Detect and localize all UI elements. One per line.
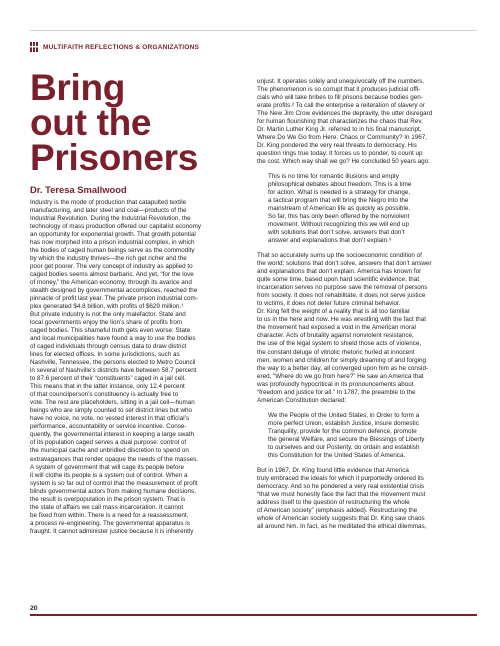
organization-logo-icon — [30, 42, 38, 52]
text-line: to us in the here and now. He was wrestling with the fact that — [257, 316, 427, 324]
text-line: unjust. It operates solely and unequivocally off the numbers. — [257, 78, 425, 85]
text-line: Nashville, Tennessee, the persons elected to Metro Council — [30, 359, 196, 367]
block-quote-king — [257, 173, 479, 245]
text-line: plex generated $4.8 billion, with profits of $629 million.¹ — [30, 303, 184, 311]
text-line: movement. Without recognizing this we will end up — [268, 221, 410, 229]
text-line: the result is overpopulation in the prison system. That is — [30, 495, 186, 503]
page-number: 20 — [30, 605, 38, 612]
top-rule — [30, 30, 477, 31]
title-line: Bring — [30, 67, 126, 108]
text-line: quently, the governmental interest in keeping a large swath — [30, 431, 195, 439]
paragraph-block — [257, 252, 479, 404]
text-line: address itself to the question of restructuring the whole — [257, 498, 410, 506]
text-line: whole of American society suggests that Dr. King saw chaos — [257, 514, 425, 522]
text-line: Industrial Revolution. During the Industrial Revolution, the — [30, 215, 191, 223]
text-line: the way to a better day, all converged upon him as he consid- — [257, 364, 429, 372]
text-line: poor get poorer. The very concept of industry as applied to — [30, 263, 193, 271]
text-line: this Constitution for the United States of America. — [268, 451, 406, 459]
text-line: truly embraced the ideals for which it purportedly ordered its — [257, 474, 424, 482]
text-line: have no voice, no vote, no vested interest in that official’s — [30, 415, 190, 423]
text-line: “freedom and justice for all.” In 1787, the preamble to the — [257, 388, 416, 396]
text-line: the movement had exposed a void in the American moral — [257, 324, 416, 332]
text-line: caged bodies. This shameful truth gets even worse: State — [30, 327, 191, 335]
text-line: caged bodies seems almost barbaric. And yet, “for the love — [30, 271, 194, 279]
text-line: pinnacle of profit last year. The private prison industrial com- — [30, 295, 198, 303]
text-line: and explanations that don’t explain. America has known for — [257, 268, 422, 276]
text-line: to victims, it does not deter future criminal behavior. — [257, 300, 401, 308]
body-column-left — [30, 199, 245, 536]
text-line: from society. It does not rehabilitate, it does not serve justice — [257, 292, 426, 300]
text-line: a tactical program that will bring the Negro into the — [268, 197, 409, 205]
text-line: democracy. And so he pondered a very real existential crisis — [257, 482, 425, 490]
title-line: Prisoners — [30, 137, 198, 178]
text-line: the municipal cache and unbridled discretion to spend on — [30, 447, 189, 455]
text-line: and local municipalities have found a way to use the bodies — [30, 335, 196, 343]
text-line: question rings true today. It forces us to ponder, to count up — [257, 150, 423, 158]
text-line: extravagances that render opaque the needs of the masses. — [30, 455, 199, 463]
text-line: character. Acts of brutality against nonviolent resistance, — [257, 332, 414, 340]
text-line: fraught. It cannot administer justice because it is inherently — [30, 527, 194, 535]
text-line: in several of Nashville’s districts have between 58.7 percent — [30, 367, 197, 375]
text-line: That so accurately sums up the socioeconomic condition of — [257, 252, 422, 260]
text-line: with solutions that don’t solve, answers that don’t — [268, 229, 405, 237]
text-line: Where Do We Go from Here: Chaos or Community? In 1967, — [257, 134, 427, 142]
text-line: But in 1967, Dr. King found little evidence that America — [257, 466, 409, 474]
text-line: it will clothe its people is a system out of control. When a — [30, 471, 188, 479]
text-line: A system of government that will cage its people before — [30, 463, 185, 471]
text-line: Industry is the mode of production that catapulted textile — [30, 199, 187, 206]
text-line: We the People of the United States, in Order to form a — [268, 411, 420, 419]
text-line: quite some time, based upon hard scientific evidence, that — [257, 276, 420, 284]
text-line: Dr. King felt the weight of a reality that is all too familiar — [257, 308, 410, 316]
text-line: technology of mass production offered our capitalist economy — [30, 223, 202, 231]
text-line: a process re-engineering. The governmental apparatus is — [30, 519, 190, 527]
text-line: This means that in the latter instance, only 12.4 percent — [30, 383, 185, 391]
text-line: the use of the legal system to shield those acts of violence, — [257, 340, 422, 348]
text-line: American Constitution declared: — [257, 396, 347, 404]
text-line: the cost. Which way shall we go? He concluded 50 years ago: — [257, 158, 430, 166]
paragraph-block — [257, 467, 479, 531]
text-line: to 87.6 percent of their “constituents” caged in a jail cell. — [30, 375, 186, 383]
author-byline: Dr. Teresa Smallwood — [30, 184, 127, 195]
text-line: the constant deluge of vitriolic rhetoric hurled at innocent — [257, 348, 415, 356]
paragraph-block — [30, 199, 245, 536]
text-line: of that councilperson’s constituency is actually free to — [30, 391, 179, 399]
text-line: the bodies of caged human beings serve as the commodity — [30, 247, 195, 255]
text-line: vote. The rest are placeholders, sitting in a jail cell—human — [30, 399, 195, 407]
text-line: the state of affairs we call mass incarceration. It cannot — [30, 503, 184, 511]
text-line: more perfect Union, establish Justice, insure domestic — [268, 419, 419, 427]
text-line: philosophical debates about freedom. This is a time — [268, 181, 412, 189]
text-line: was profoundly hypocritical in its pronouncements about — [257, 380, 414, 388]
text-line: So far, this has only been offered by the nonviolent — [268, 213, 410, 221]
text-line: for human flourishing that characterizes the chaos that Rev. — [257, 118, 423, 126]
text-line: men, women and children for simply dreaming of and forging — [257, 356, 427, 364]
text-line: be fixed from within. There is a need for a reassessment, — [30, 511, 189, 519]
text-line: of American society” (emphasis added). Restructuring the — [257, 506, 418, 514]
text-line: of caged individuals through census data to draw district — [30, 343, 187, 351]
text-line: to ourselves and our Posterity, do ordain and establish — [268, 443, 420, 451]
text-line: system is so far out of control that the measurement of profit — [30, 479, 198, 487]
text-line: stealth designed by governmental accomplices, reached the — [30, 287, 198, 295]
text-line: an opportunity for exponential growth. That growth potential — [30, 231, 196, 239]
text-line: the general Welfare, and secure the Blessings of Liberty — [268, 435, 425, 443]
text-line: lines for elected offices. In some jurisdictions, such as — [30, 351, 180, 359]
text-line: all around him. In fact, as he meditated the ethical dilemmas, — [257, 522, 427, 530]
section-title: MULTIFAITH REFLECTIONS & ORGANIZATIONS — [43, 43, 200, 51]
text-line: for action. What is needed is a strategy for change, — [268, 189, 411, 197]
text-line: Dr. Martin Luther King Jr. referred to in his final manuscript, — [257, 126, 422, 134]
text-line: beings who are simply counted to set district lines but who — [30, 407, 193, 415]
text-line: of its population caged serves a dual purpose: control of — [30, 439, 187, 447]
text-line: incarceration serves no purpose save the removal of persons — [257, 284, 428, 292]
text-line: Tranquility, provide for the common defence, promote — [268, 427, 417, 435]
section-header — [30, 42, 199, 52]
article-title — [30, 67, 235, 178]
text-line: This is no time for romantic illusions and empty — [268, 173, 399, 181]
text-line: erate profits.² To call the enterprise a reiteration of slavery or — [257, 102, 425, 110]
text-line: But private industry is not the only malefactor. State and — [30, 311, 186, 319]
text-line: The phenomenon is so corrupt that it produces judicial offi- — [257, 86, 421, 94]
block-quote-preamble — [257, 412, 479, 460]
paragraph-block — [257, 78, 479, 166]
text-line: Dr. King pondered the very real threats to democracy. His — [257, 142, 417, 150]
title-line: out the — [30, 102, 152, 143]
text-line: the world: solutions that don’t solve, answers that don’t answer — [257, 260, 432, 268]
text-line: mainstream of American life as quickly as possible. — [268, 205, 411, 213]
text-line: performance, accountability or service incentive. Conse- — [30, 423, 187, 431]
text-line: blinds governmental actors from making humane decisions, — [30, 487, 196, 495]
text-line: has now morphed into a prison industrial complex, in which — [30, 239, 195, 247]
text-line: manufacturing, and later steel and coal—products of the — [30, 207, 187, 215]
text-line: “that we must honestly face the fact that the movement must — [257, 490, 426, 498]
text-line: The New Jim Crow evidences the depravity, the utter disregard — [257, 110, 433, 118]
text-line: ered, “Where do we go from here?” He saw an America that — [257, 372, 424, 380]
text-line: local governments enjoy the lion’s share of profits from — [30, 319, 183, 327]
text-line: answer and explanations that don’t explain.³ — [268, 237, 391, 245]
bottom-rule — [30, 614, 477, 616]
text-line: cials who will take bribes to fill prisons because bodies gen- — [257, 94, 423, 102]
text-line: by which the industry thrives—the rich get richer and the — [30, 255, 187, 263]
text-line: of money,” the American economy, through its avarice and — [30, 279, 192, 287]
body-column-right — [257, 78, 479, 531]
